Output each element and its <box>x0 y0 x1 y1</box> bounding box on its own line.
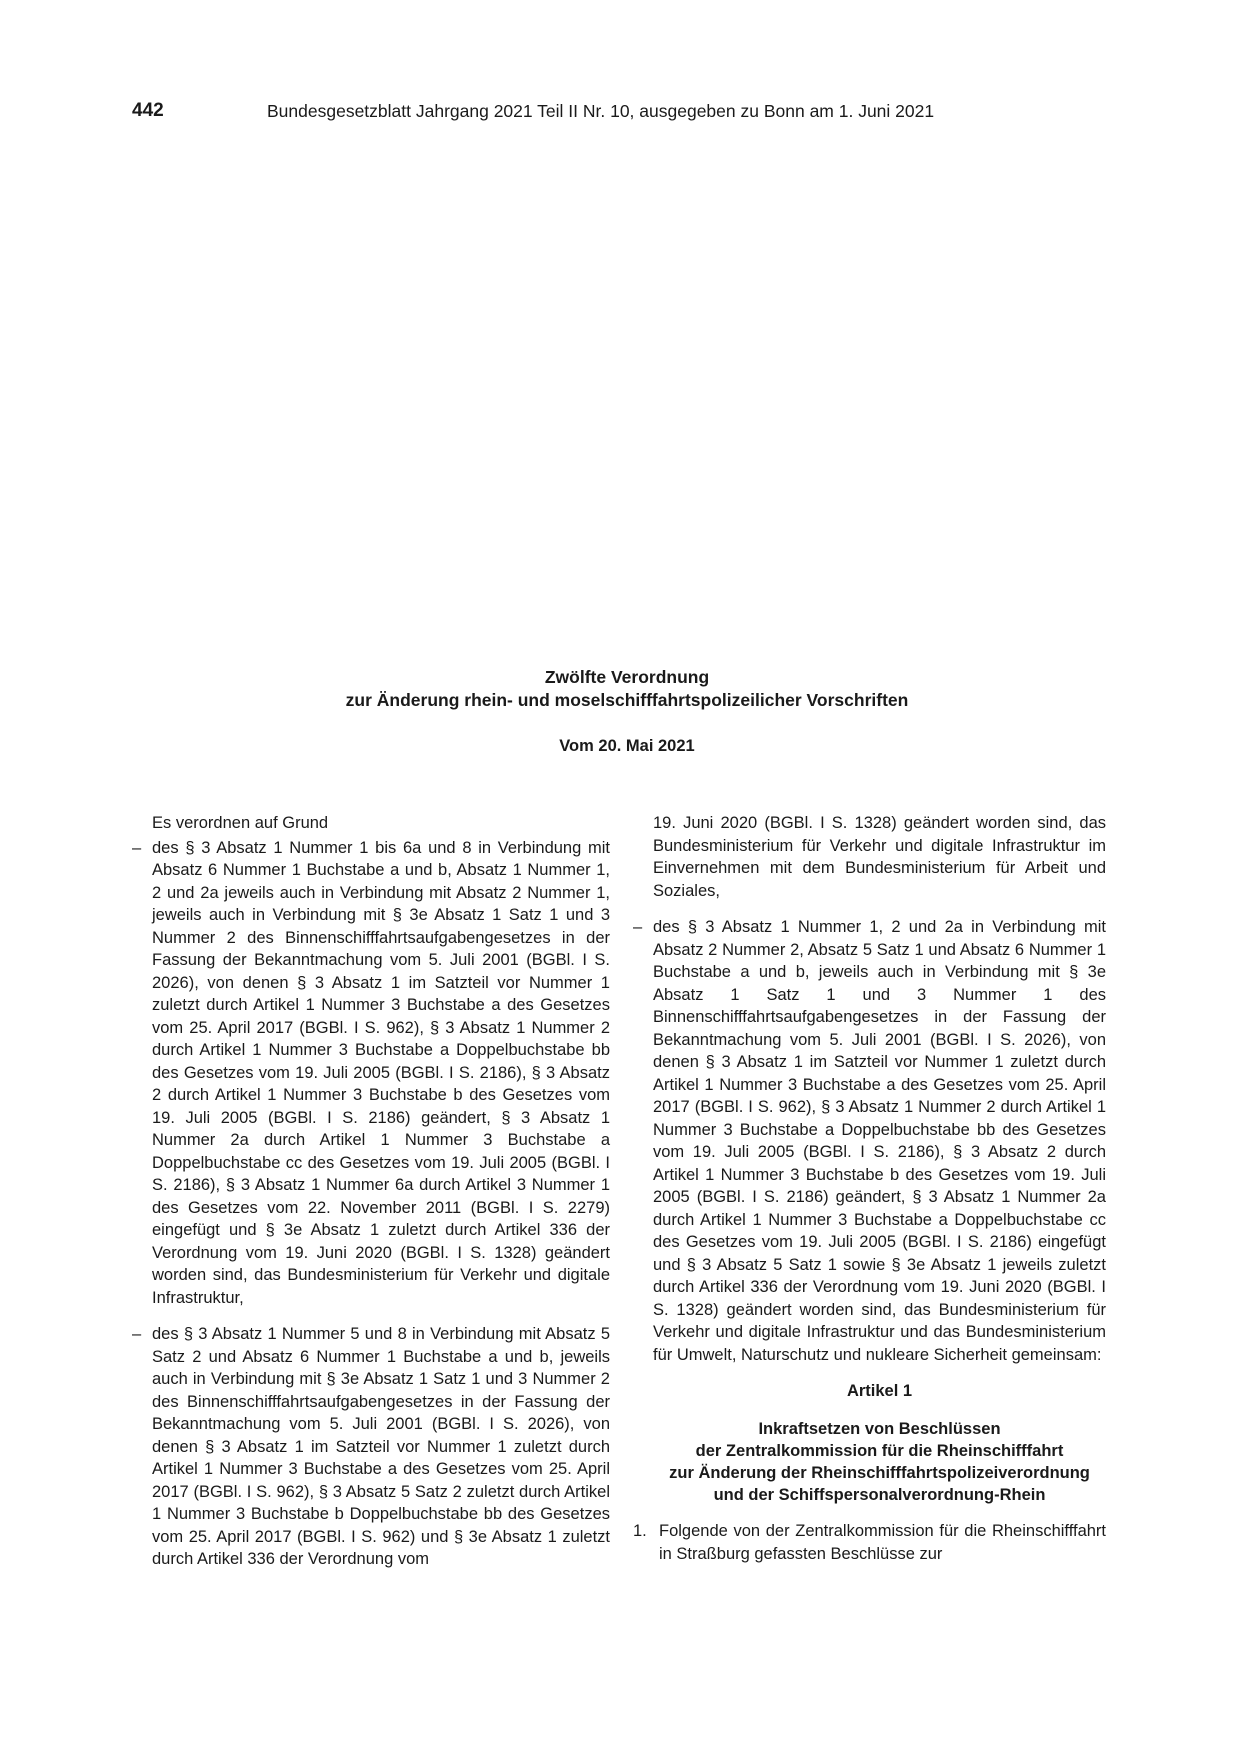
left-column <box>132 812 610 1585</box>
dash-list-item <box>633 916 1106 1366</box>
article-heading: Artikel 1 <box>846 1382 913 1400</box>
running-head: Bundesgesetzblatt Jahrgang 2021 Teil II Nr. 10, ausgegeben zu Bonn am 1. Juni 2021 <box>267 101 935 121</box>
dash-item-text: des § 3 Absatz 1 Nummer 5 und 8 in Verbindung mit Absatz 5 Satz 2 und Absatz 6 Nummer 1 Buchstabe a und b, jeweils auch in Verbindung mit § 3e Absatz 1 Satz 1 und 3 Nummer 2 des Binnenschifffahrtsaufgabengesetzes in der Fassung der Bekanntmachung vom 5. Juli 2001 (BGBl. I S. 2026), von denen § 3 Absatz 1 im Satzteil vor Nummer 1 zuletzt durch Artikel 1 Nummer 3 Buchstabe a des Gesetzes vom 25. April 2017 (BGBl. I S. 962), § 3 Absatz 5 Satz 2 zuletzt durch Artikel 1 Nummer 3 Buchstabe b Doppelbuchstabe bb des Gesetzes vom 25. April 2017 (BGBl. I S. 962) und § 3e Absatz 1 zuletzt durch Artikel 336 der Verordnung vom <box>152 1325 610 1568</box>
article-title-line: der Zentralkommission für die Rheinschifffahrt <box>695 1442 1064 1460</box>
right-column <box>633 812 1106 1565</box>
page-header <box>132 100 1122 124</box>
dash-item-text: des § 3 Absatz 1 Nummer 1 bis 6a und 8 in Verbindung mit Absatz 6 Nummer 1 Buchstabe a und b, Absatz 1 Nummer 1, 2 und 2a jeweils auch in Verbindung mit Absatz 2 Nummer 1, jeweils auch in Verbindung mit § 3e Absatz 1 Satz 1 und 3 Nummer 2 des Binnenschifffahrtsaufgabengesetzes in der Fassung der Bekanntmachung vom 5. Juli 2001 (BGBl. I S. 2026), von denen § 3 Absatz 1 im Satzteil vor Nummer 1 zuletzt durch Artikel 1 Nummer 3 Buchstabe a des Gesetzes vom 25. April 2017 (BGBl. I S. 962), § 3 Absatz 1 Nummer 2 durch Artikel 1 Nummer 3 Buchstabe a Doppelbuchstabe bb des Gesetzes vom 19. Juli 2005 (BGBl. I S. 2186), § 3 Absatz 2 durch Artikel 1 Nummer 3 Buchstabe b des Gesetzes vom 19. Juli 2005 (BGBl. I S. 2186) geändert, § 3 Absatz 1 Nummer 2a durch Artikel 1 Nummer 3 Buchstabe a Doppelbuchstabe cc des Gesetzes vom 19. Juli 2005 (BGBl. I S. 2186), § 3 Absatz 1 Nummer 6a durch Artikel 3 Nummer 1 des Gesetzes vom 22. November 2011 (BGBl. I S. 2279) eingefügt und § 3e Absatz 1 zuletzt durch Artikel 336 der Verordnung vom 19. Juni 2020 (BGBl. I S. 1328) geändert worden sind, das Bundesministerium für Verkehr und digitale Infrastruktur, <box>152 838 610 1307</box>
dash-item-text: des § 3 Absatz 1 Nummer 1, 2 und 2a in Verbindung mit Absatz 2 Nummer 2, Absatz 5 Satz 1 und Absatz 6 Nummer 1 Buchstabe a und b, jeweils auch in Verbindung mit § 3e Absatz 1 Satz 1 und 3 Nummer 1 des Binnenschifffahrtsaufgabengesetzes in der Fassung der Bekanntmachung vom 5. Juli 2001 (BGBl. I S. 2026), von denen § 3 Absatz 1 im Satzteil vor Nummer 1 zuletzt durch Artikel 1 Nummer 3 Buchstabe a des Gesetzes vom 25. April 2017 (BGBl. I S. 962), § 3 Absatz 1 Nummer 2 durch Artikel 1 Nummer 3 Buchstabe a Doppelbuchstabe bb des Gesetzes vom 19. Juli 2005 (BGBl. I S. 2186), § 3 Absatz 2 durch Artikel 1 Nummer 3 Buchstabe b des Gesetzes vom 19. Juli 2005 (BGBl. I S. 2186) geändert, § 3 Absatz 1 Nummer 2a durch Artikel 1 Nummer 3 Buchstabe a Doppelbuchstabe cc des Gesetzes vom 19. Juli 2005 (BGBl. I S. 2186) eingefügt und § 3 Absatz 5 Satz 1 sowie § 3e Absatz 1 jeweils zuletzt durch Artikel 336 der Verordnung vom 19. Juni 2020 (BGBl. I S. 1328) geändert worden sind, das Bundesministerium für Verkehr und digitale Infrastruktur und das Bundesministerium für Umwelt, Naturschutz und nukleare Sicherheit gemeinsam: <box>653 918 1106 1364</box>
article-title-line: und der Schiffspersonalverordnung-Rhein <box>713 1486 1046 1504</box>
numbered-item <box>633 1520 1106 1565</box>
title-date: Vom 20. Mai 2021 <box>559 737 695 755</box>
item-number: 1. <box>633 1522 647 1540</box>
title-line-1: Zwölfte Verordnung <box>544 667 710 687</box>
intro-paragraph: Es verordnen auf Grund <box>152 814 329 832</box>
article-title-line: zur Änderung der Rheinschifffahrtspolizeiverordnung <box>669 1464 1090 1482</box>
document-title-block <box>132 666 1122 756</box>
numbered-item-text: Folgende von der Zentralkommission für die Rheinschifffahrt in Straßburg gefassten Beschlüsse zur <box>659 1522 1106 1563</box>
dash-item-continuation: 19. Juni 2020 (BGBl. I S. 1328) geändert worden sind, das Bundesministerium für Verkehr und digitale Infrastruktur im Einvernehmen mit dem Bundesministerium für Arbeit und Soziales, <box>653 814 1106 900</box>
title-line-2: zur Änderung rhein- und moselschifffahrtspolizeilicher Vorschriften <box>345 690 909 710</box>
article-title <box>633 1418 1106 1506</box>
dash-list-item <box>132 837 610 1310</box>
dash-marker: – <box>132 838 142 857</box>
dash-marker: – <box>132 1325 142 1343</box>
dash-marker: – <box>633 918 643 936</box>
article-title-line: Inkraftsetzen von Beschlüssen <box>758 1420 1001 1438</box>
page-number: 442 <box>132 100 164 121</box>
dash-list-item <box>132 1323 610 1571</box>
